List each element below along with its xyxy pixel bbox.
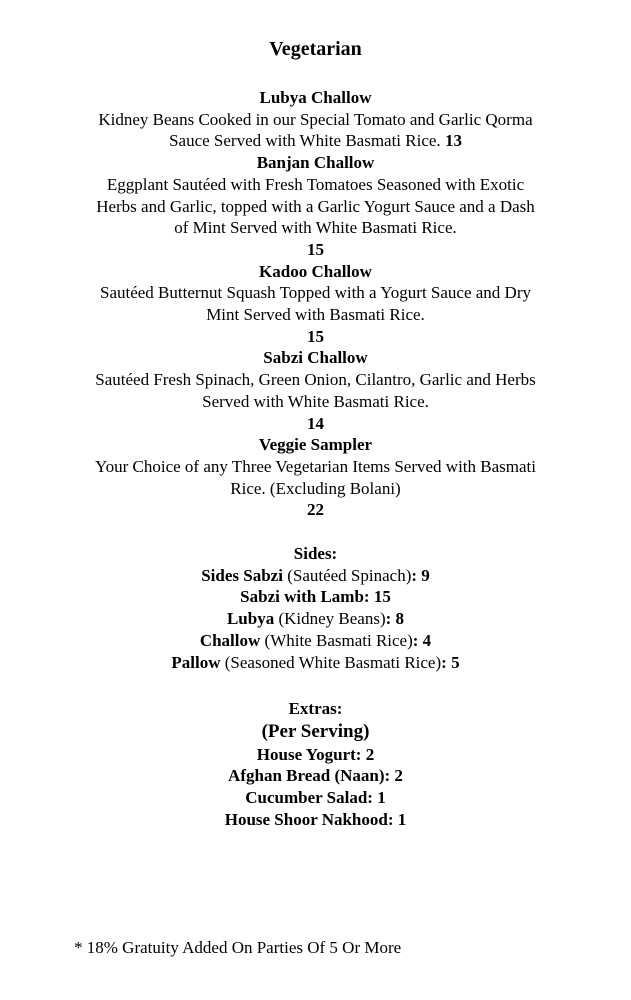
dish-name: Lubya Challow xyxy=(259,88,372,107)
dish-sabzi-challow xyxy=(60,347,571,434)
dish-price: 14 xyxy=(307,413,324,433)
dish-banjan-challow xyxy=(60,152,571,261)
dish-desc-line: Rice. (Excluding Bolani) xyxy=(230,478,401,498)
side-name: Challow xyxy=(199,630,261,650)
side-item xyxy=(60,630,571,652)
dish-price: 13 xyxy=(444,131,462,151)
dish-lubya-challow xyxy=(60,87,571,152)
dish-kadoo-challow xyxy=(60,261,571,348)
side-name: Lubya xyxy=(226,609,275,629)
extra-item: House Shoor Nakhood: 1 xyxy=(224,809,407,829)
dish-price: 22 xyxy=(307,500,324,520)
side-note: (Sautéed Spinach) xyxy=(282,565,412,585)
extra-item: Cucumber Salad: 1 xyxy=(245,788,386,808)
dish-description xyxy=(60,109,571,152)
side-name: Sides Sabzi xyxy=(201,565,283,585)
side-item xyxy=(60,652,571,674)
dish-desc-line: Mint Served with Basmati Rice. xyxy=(206,305,425,325)
dish-desc-line: Kidney Beans Cooked in our Special Tomato and Garlic Qorma xyxy=(98,109,533,129)
side-note: (Kidney Beans) xyxy=(274,609,386,629)
side-price: : 4 xyxy=(412,630,432,650)
side-name: Sabzi with Lamb: 15 xyxy=(240,587,391,607)
dish-desc-line: Sauce Served with White Basmati Rice. xyxy=(169,131,441,151)
dish-desc-line: Herbs and Garlic, topped with a Garlic Yogurt Sauce and a Dash xyxy=(96,196,535,216)
extra-item: Afghan Bread (Naan): 2 xyxy=(228,766,403,786)
dish-name: Sabzi Challow xyxy=(263,348,368,368)
extras-section xyxy=(60,698,571,831)
extras-subheading: (Per Serving) xyxy=(261,720,370,742)
section-title: Vegetarian xyxy=(269,38,362,60)
dish-desc-line: Served with White Basmati Rice. xyxy=(202,391,429,411)
side-item xyxy=(60,608,571,630)
side-name: Pallow xyxy=(171,652,221,672)
side-price: : 5 xyxy=(441,652,460,672)
dishes-list xyxy=(60,87,571,521)
dish-veggie-sampler xyxy=(60,434,571,521)
dish-desc-line: Your Choice of any Three Vegetarian Items Served with Basmati xyxy=(95,456,536,476)
dish-desc-line: Eggplant Sautéed with Fresh Tomatoes Seasoned with Exotic xyxy=(106,174,525,194)
dish-name: Veggie Sampler xyxy=(258,435,373,455)
dish-description xyxy=(60,456,571,499)
side-note: (White Basmati Rice) xyxy=(260,630,413,650)
dish-name: Banjan Challow xyxy=(256,153,375,173)
side-price: : 9 xyxy=(411,565,430,585)
dish-description xyxy=(60,369,571,412)
dish-description xyxy=(60,282,571,325)
dish-price: 15 xyxy=(307,239,324,259)
side-item xyxy=(60,565,571,587)
dish-desc-line: Sautéed Fresh Spinach, Green Onion, Cilantro, Garlic and Herbs xyxy=(95,370,536,390)
side-price: : 8 xyxy=(385,609,405,629)
sides-heading: Sides: xyxy=(293,544,338,563)
gratuity-note: * 18% Gratuity Added On Parties Of 5 Or More xyxy=(74,938,402,957)
sides-section xyxy=(60,543,571,673)
side-note: (Seasoned White Basmati Rice) xyxy=(220,652,442,672)
dish-price: 15 xyxy=(307,326,324,346)
dish-desc-line: of Mint Served with White Basmati Rice. xyxy=(174,218,457,238)
dish-desc-line: Sautéed Butternut Squash Topped with a Yogurt Sauce and Dry xyxy=(99,283,531,303)
side-item xyxy=(60,586,571,608)
extra-item: House Yogurt: 2 xyxy=(256,744,375,764)
dish-description xyxy=(60,174,571,239)
extras-heading: Extras: xyxy=(288,699,343,718)
dish-name: Kadoo Challow xyxy=(259,261,372,281)
